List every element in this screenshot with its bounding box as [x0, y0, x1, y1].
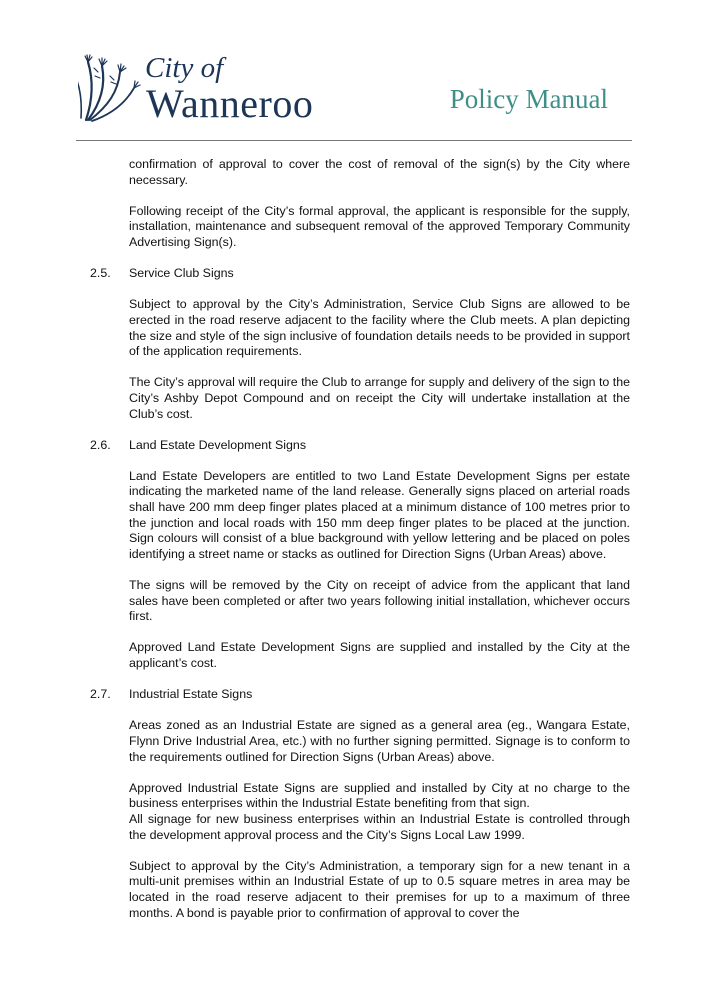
section-number: 2.6. [90, 437, 111, 452]
header-divider [76, 140, 632, 141]
logo-city-of: City of [145, 52, 224, 84]
paragraph: All signage for new business enterprises within an Industrial Estate is controlled through the development approval process and the City’s Signs Local Law 1999. [129, 811, 630, 842]
paragraph: confirmation of approval to cover the cost of removal of the sign(s) by the City where necessary. [129, 157, 630, 187]
paragraph: Approved Industrial Estate Signs are supplied and installed by City at no charge to the business enterprises within the Industrial Estate benefiting from that sign. [129, 780, 630, 811]
section-number: 2.7. [90, 687, 111, 702]
section-heading-2-5 [90, 266, 630, 282]
paragraph: The signs will be removed by the City on receipt of advice from the applicant that land sales have been completed or after two years following initial installation, whichever occurs first. [129, 578, 630, 624]
paragraph: Subject to approval by the City’s Administration, Service Club Signs are allowed to be erected in the road reserve adjacent to the facility where the Club meets. A plan depicting the size and style of the sign inclusive of foundation details needs to be provided in support of the application requirements. [129, 297, 630, 359]
section-title: Service Club Signs [129, 266, 234, 281]
document-body [90, 157, 630, 937]
paragraph: Approved Land Estate Development Signs are supplied and installed by the City at the applicant’s cost. [129, 640, 630, 670]
policy-manual-title: Policy Manual [449, 84, 608, 114]
city-logo [78, 52, 328, 127]
paragraph: Subject to approval by the City’s Administration, a temporary sign for a new tenant in a multi-unit premises within an Industrial Estate of up to 0.5 square metres in area may be located in the road reserve adjacent to their premises for up to a maximum of three months. A bond is payable prior to confirmation of approval to cover the [129, 858, 630, 920]
section-title: Industrial Estate Signs [129, 687, 253, 702]
section-title: Land Estate Development Signs [129, 437, 307, 452]
section-number: 2.5. [90, 266, 111, 281]
section-heading-2-7 [90, 687, 630, 703]
logo-wanneroo: Wanneroo [146, 81, 314, 126]
page-header [0, 0, 706, 142]
kangaroo-paw-logo-icon [78, 52, 144, 122]
paragraph: Areas zoned as an Industrial Estate are signed as a general area (eg., Wangara Estate, Flynn Drive Industrial Area, etc.) with no further signing permitted. Signage is to conform to the requirements outlined for Direction Signs (Urban Areas) above. [129, 718, 630, 764]
paragraph: Following receipt of the City’s formal approval, the applicant is responsible for the supply, installation, maintenance and subsequent removal of the approved Temporary Community Advertising Sign(s). [129, 203, 630, 249]
paragraph: The City’s approval will require the Club to arrange for supply and delivery of the sign to the City’s Ashby Depot Compound and on receipt the City will undertake installation at the Club’s cost. [129, 375, 630, 421]
section-heading-2-6 [90, 438, 630, 454]
paragraph: Land Estate Developers are entitled to two Land Estate Development Signs per estate indicating the marketed name of the land release. Generally signs placed on arterial roads shall have 200 mm deep finger plates placed at a minimum distance of 100 metres prior to the junction and local roads with 150 mm deep finger plates to be placed at the junction. Sign colours will consist of a blue background with yellow lettering and be placed on poles identifying a street name or stacks as outlined for Direction Signs (Urban Areas) above. [129, 468, 630, 561]
